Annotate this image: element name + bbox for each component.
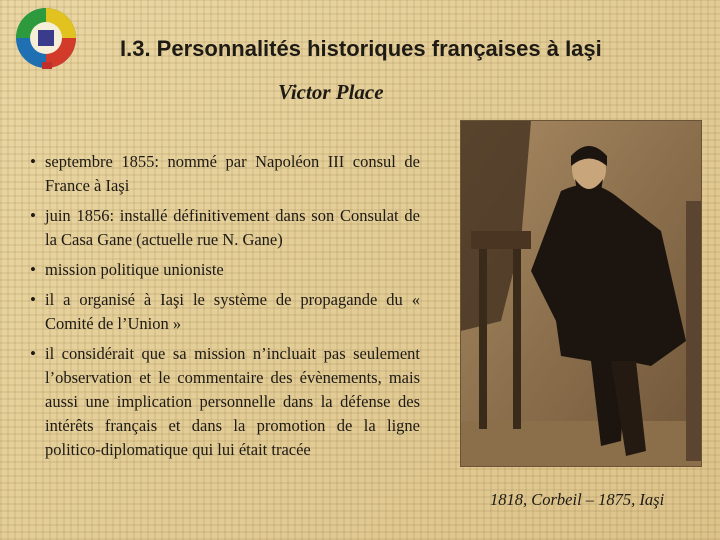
bullet-item: • juin 1856: installé définitivement dans son Consulat de la Casa Gane (actuelle rue N. Gane) xyxy=(30,206,420,249)
bullet-item: • septembre 1855: nommé par Napoléon III consul de France à Iaşi xyxy=(30,152,420,195)
bullet-item: • il a organisé à Iaşi le système de propagande du « Comité de l’Union » xyxy=(30,290,420,333)
portrait-photo xyxy=(460,120,702,467)
bullet-icon: • xyxy=(30,344,36,363)
page-subtitle: Victor Place xyxy=(278,80,384,104)
photo-caption: 1818, Corbeil – 1875, Iaşi xyxy=(490,490,665,509)
bullet-list xyxy=(30,150,420,468)
school-logo-icon xyxy=(8,4,84,74)
bullet-icon: • xyxy=(30,290,36,309)
bullet-item: • il considérait que sa mission n’incluait pas seulement l’observation et le commentaire des évènements, mais aussi une implication personnelle dans la défense des intérêts français et dans la promotion de la ligne politico-diplomatique qui lui était tracée xyxy=(30,344,420,459)
bullet-icon: • xyxy=(30,260,36,279)
page-title: I.3. Personnalités historiques françaises à Iaşi xyxy=(120,36,602,61)
bullet-icon: • xyxy=(30,152,36,171)
bullet-icon: • xyxy=(30,206,36,225)
bullet-item: • mission politique unioniste xyxy=(30,258,420,282)
